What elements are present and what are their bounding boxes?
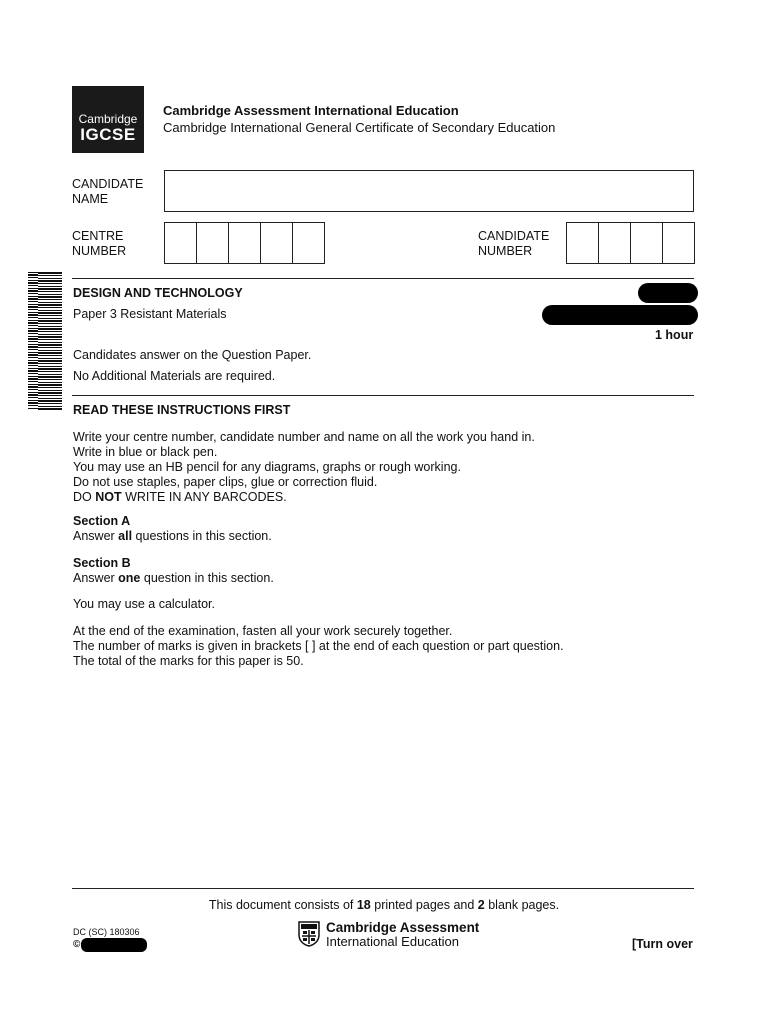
text: This document consists of [208, 898, 357, 912]
instruction-line: The number of marks is given in brackets [ ] at the end of each question or part question. [73, 639, 564, 653]
section-a-instruction [73, 529, 272, 544]
digit-cell[interactable] [567, 223, 599, 263]
instructions-heading: READ THESE INSTRUCTIONS FIRST [73, 403, 291, 417]
section-a-title: Section A [73, 514, 131, 528]
section-b [73, 556, 274, 586]
text: Answer [73, 571, 119, 585]
cambridge-crest-icon [298, 921, 320, 947]
text: questions in this section. [132, 529, 272, 543]
divider [72, 395, 694, 396]
text: printed pages and [370, 898, 478, 912]
end-instructions [73, 624, 564, 669]
instruction-line: At the end of the examination, fasten all your work securely together. [73, 624, 453, 638]
page-count [0, 898, 768, 913]
calculator-note: You may use a calculator. [73, 597, 215, 611]
digit-cell[interactable] [293, 223, 324, 263]
paper-title: Paper 3 Resistant Materials [73, 307, 227, 321]
logo-line-1: Cambridge [78, 112, 138, 126]
label-line: CANDIDATE [478, 229, 550, 243]
turn-over: [Turn over [632, 937, 693, 951]
instruction-line [73, 490, 535, 505]
emphasis: NOT [95, 490, 122, 504]
org-title: Cambridge Assessment International Education [163, 103, 459, 118]
additional-materials: No Additional Materials are required. [73, 369, 276, 383]
candidate-number-label [478, 229, 549, 259]
instruction-line: The total of the marks for this paper is 50. [73, 654, 304, 668]
instruction-line: You may use an HB pencil for any diagrams, graphs or rough working. [73, 460, 461, 474]
copyright-symbol: © [73, 939, 81, 950]
section-b-title: Section B [73, 556, 131, 570]
footer-brand-line-2: International Education [326, 934, 459, 949]
text: DO [73, 490, 96, 504]
logo-line-2: IGCSE [80, 125, 136, 144]
digit-cell[interactable] [261, 223, 293, 263]
text: question in this section. [140, 571, 274, 585]
centre-number-label [72, 229, 126, 259]
section-a [73, 514, 272, 544]
subject-title: DESIGN AND TECHNOLOGY [73, 286, 243, 300]
candidate-name-field[interactable] [164, 170, 694, 212]
divider [72, 888, 694, 889]
barcode [28, 272, 38, 410]
label-line: NUMBER [72, 244, 127, 258]
emphasis: one [118, 571, 141, 585]
text: Answer [73, 529, 119, 543]
document-code: DC (SC) 180306 [73, 927, 140, 937]
centre-number-field[interactable] [164, 222, 325, 264]
digit-cell[interactable] [663, 223, 694, 263]
candidate-name-label [72, 177, 143, 207]
label-line: CENTRE [72, 229, 124, 243]
digit-cell[interactable] [599, 223, 631, 263]
blank-pages: 2 [477, 898, 485, 912]
text: blank pages. [484, 898, 560, 912]
digit-cell[interactable] [229, 223, 261, 263]
qualification-title: Cambridge International General Certificate of Secondary Education [163, 120, 556, 135]
candidate-number-field[interactable] [566, 222, 695, 264]
instruction-line: Write in blue or black pen. [73, 445, 218, 459]
redaction-mark [542, 305, 698, 325]
digit-cell[interactable] [631, 223, 663, 263]
footer-brand-line-1: Cambridge Assessment [326, 920, 480, 935]
answer-on-paper: Candidates answer on the Question Paper. [73, 348, 312, 362]
instruction-line: Do not use staples, paper clips, glue or correction fluid. [73, 475, 378, 489]
emphasis: all [118, 529, 133, 543]
printed-pages: 18 [356, 898, 371, 912]
label-line: NUMBER [478, 244, 533, 258]
cambridge-igcse-logo [72, 86, 144, 153]
redaction-mark [638, 283, 698, 303]
instructions-list [73, 430, 535, 505]
duration: 1 hour [655, 328, 694, 342]
digit-cell[interactable] [197, 223, 229, 263]
barcode [38, 272, 62, 410]
redaction-mark [81, 938, 147, 952]
divider [72, 278, 694, 279]
label-line: NAME [72, 192, 109, 206]
digit-cell[interactable] [165, 223, 197, 263]
label-line: CANDIDATE [72, 177, 144, 191]
instruction-line: Write your centre number, candidate number and name on all the work you hand in. [73, 430, 535, 444]
section-b-instruction [73, 571, 274, 586]
text: WRITE IN ANY BARCODES. [121, 490, 287, 504]
